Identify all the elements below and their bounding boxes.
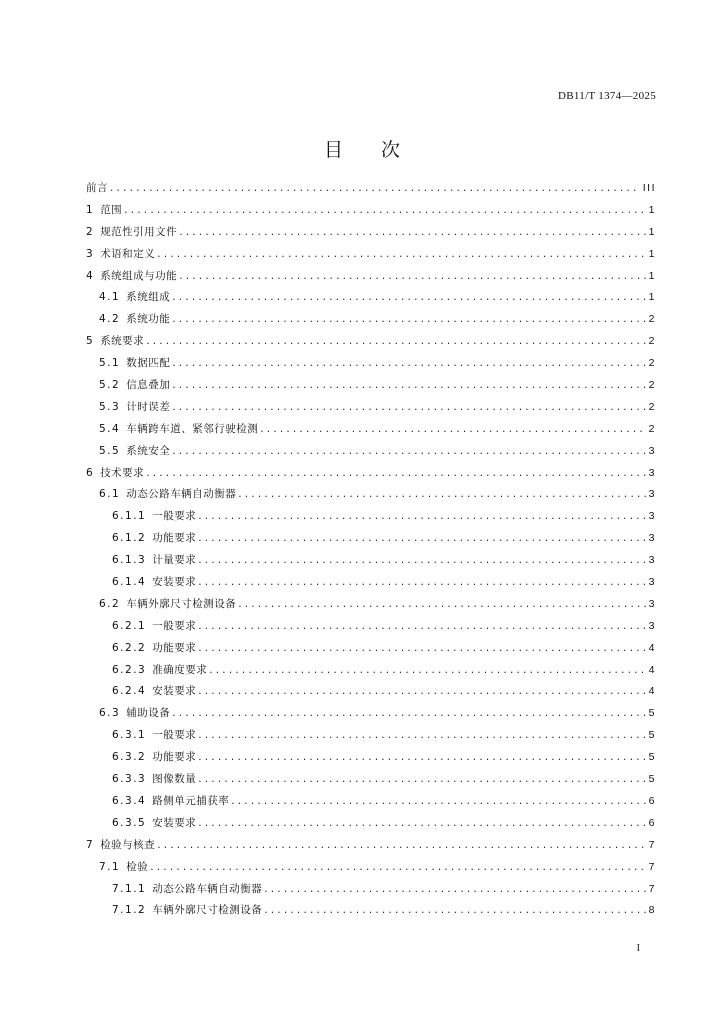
toc-entry-label: 一般要求 [152, 510, 197, 523]
toc-entry-label: 路侧单元捕获率 [152, 794, 230, 807]
toc-dot-leader [264, 883, 645, 895]
toc-entry[interactable] [86, 859, 656, 881]
toc-entry-number: 5.4 [99, 422, 121, 435]
toc-entry[interactable] [86, 246, 656, 268]
toc-entry-page: 3 [648, 444, 656, 457]
toc-entry-label: 安装要求 [152, 816, 197, 829]
toc-entry-page: III [642, 182, 656, 194]
toc-entry[interactable] [86, 443, 656, 465]
toc-entry[interactable] [86, 399, 656, 421]
toc-dot-leader [157, 248, 645, 260]
toc-entry-number: 6.3 [99, 707, 121, 720]
toc-entry[interactable] [86, 793, 656, 815]
toc-dot-leader [209, 664, 645, 676]
toc-entry[interactable] [86, 662, 656, 684]
toc-entry-label: 动态公路车辆自动衡器 [152, 882, 263, 895]
toc-entry-page: 3 [648, 619, 656, 632]
toc-entry-page: 3 [648, 597, 656, 610]
toc-entry[interactable] [86, 837, 656, 859]
toc-entry[interactable] [86, 727, 656, 749]
toc-entry-number: 6.1 [99, 488, 121, 501]
toc-entry-label: 检验 [126, 860, 149, 873]
toc-entry[interactable] [86, 333, 656, 355]
toc-dot-leader [260, 423, 645, 435]
toc-entry-page: 2 [648, 335, 656, 348]
toc-entry-label: 功能要求 [152, 641, 197, 654]
toc-entry-number: 6.1.2 [112, 532, 147, 545]
toc-entry-page: 4 [648, 685, 656, 698]
toc-entry-number: 6.2.2 [112, 641, 147, 654]
toc-entry-page: 2 [648, 422, 656, 435]
toc-dot-leader [198, 751, 645, 763]
toc-entry-label: 术语和定义 [100, 247, 156, 260]
toc-entry[interactable] [86, 640, 656, 662]
toc-entry[interactable] [86, 202, 656, 224]
toc-dot-leader [198, 642, 645, 654]
toc-entry-number: 6.2.4 [112, 685, 147, 698]
toc-entry[interactable] [86, 771, 656, 793]
table-of-contents [86, 180, 656, 924]
toc-entry-number: 6.3.1 [112, 729, 147, 742]
toc-entry-label: 前言 [86, 182, 108, 194]
toc-entry-label: 安装要求 [152, 576, 197, 589]
toc-entry-number: 7.1.1 [112, 882, 147, 895]
toc-entry-label: 检验与核查 [100, 838, 156, 851]
toc-entry[interactable] [86, 486, 656, 508]
toc-entry-number: 6.3.2 [112, 751, 147, 764]
toc-entry-number: 6.3.4 [112, 794, 147, 807]
toc-entry-number: 6.1.1 [112, 510, 147, 523]
toc-entry-label: 动态公路车辆自动衡器 [126, 488, 237, 501]
toc-dot-leader [264, 904, 645, 916]
toc-entry-number: 6.2.1 [112, 619, 147, 632]
toc-entry[interactable] [86, 311, 656, 333]
toc-dot-leader [172, 291, 645, 303]
toc-entry[interactable] [86, 465, 656, 487]
toc-dot-leader [198, 817, 645, 829]
toc-dot-leader [172, 445, 645, 457]
toc-entry-page: 2 [648, 400, 656, 413]
toc-entry-page: 3 [648, 532, 656, 545]
doc-code: DB11/T 1374—2025 [558, 90, 656, 102]
toc-entry-number: 4.1 [99, 291, 121, 304]
toc-dot-leader [172, 379, 645, 391]
toc-entry-number: 7.1.2 [112, 904, 147, 917]
toc-entry-page: 2 [648, 357, 656, 370]
toc-entry[interactable] [86, 705, 656, 727]
toc-entry[interactable] [86, 881, 656, 903]
toc-entry-number: 6.1.4 [112, 576, 147, 589]
toc-entry[interactable] [86, 421, 656, 443]
toc-entry[interactable] [86, 530, 656, 552]
toc-entry-number: 5.3 [99, 400, 121, 413]
toc-entry-page: 2 [648, 379, 656, 392]
toc-dot-leader [238, 598, 645, 610]
toc-entry-page: 3 [648, 554, 656, 567]
toc-entry-number: 5.5 [99, 444, 121, 457]
toc-entry-label: 安装要求 [152, 685, 197, 698]
toc-entry-label: 准确度要求 [152, 663, 208, 676]
toc-dot-leader [198, 729, 645, 741]
toc-entry-label: 车辆外廓尺寸检测设备 [152, 904, 263, 917]
toc-entry-page: 8 [648, 904, 656, 917]
toc-entry-page: 1 [648, 291, 656, 304]
toc-entry[interactable] [86, 508, 656, 530]
toc-entry-number: 3 [86, 247, 95, 260]
toc-entry-page: 4 [648, 663, 656, 676]
toc-entry-label: 图像数量 [152, 773, 197, 786]
toc-entry-page: 7 [648, 860, 656, 873]
toc-entry-label: 系统功能 [126, 313, 171, 326]
toc-entry-page: 3 [648, 488, 656, 501]
toc-entry-number: 2 [86, 225, 95, 238]
toc-entry-label: 数据匹配 [126, 357, 171, 370]
toc-entry-number: 7 [86, 838, 95, 851]
toc-entry-page: 3 [648, 466, 656, 479]
toc-dot-leader [172, 401, 645, 413]
toc-entry[interactable] [86, 355, 656, 377]
toc-entry-number: 4.2 [99, 313, 121, 326]
toc-entry-number: 1 [86, 203, 95, 216]
toc-entry-page: 1 [648, 269, 656, 282]
page-number: I [636, 943, 640, 954]
toc-entry-page: 2 [648, 313, 656, 326]
toc-dot-leader [231, 795, 645, 807]
toc-dot-leader [124, 204, 645, 216]
toc-entry-page: 1 [648, 203, 656, 216]
toc-dot-leader [198, 510, 645, 522]
toc-entry-number: 6.2 [99, 597, 121, 610]
toc-entry-label: 规范性引用文件 [100, 225, 178, 238]
toc-dot-leader [198, 773, 645, 785]
toc-entry-page: 7 [648, 882, 656, 895]
toc-entry[interactable] [86, 552, 656, 574]
toc-dot-leader [198, 620, 645, 632]
toc-entry-number: 6.3.3 [112, 773, 147, 786]
toc-dot-leader [172, 357, 645, 369]
toc-entry-label: 一般要求 [152, 729, 197, 742]
toc-entry-number: 7.1 [99, 860, 121, 873]
toc-entry-page: 1 [648, 225, 656, 238]
toc-entry-number: 6 [86, 466, 95, 479]
toc-entry-number: 5.2 [99, 379, 121, 392]
toc-dot-leader [238, 488, 645, 500]
toc-entry-number: 4 [86, 269, 95, 282]
toc-entry[interactable] [86, 902, 656, 924]
toc-entry[interactable] [86, 574, 656, 596]
toc-entry-label: 系统组成与功能 [100, 269, 178, 282]
toc-dot-leader [198, 554, 645, 566]
toc-dot-leader [172, 707, 645, 719]
toc-entry-label: 计时误差 [126, 400, 171, 413]
toc-entry-label: 系统组成 [126, 291, 171, 304]
toc-entry-label: 一般要求 [152, 619, 197, 632]
toc-entry-page: 5 [648, 773, 656, 786]
toc-dot-leader [198, 532, 645, 544]
toc-dot-leader [198, 576, 645, 588]
toc-entry[interactable] [86, 377, 656, 399]
toc-entry[interactable] [86, 815, 656, 837]
toc-entry-page: 6 [648, 816, 656, 829]
toc-entry[interactable] [86, 224, 656, 246]
toc-entry-label: 车辆跨车道、紧邻行驶检测 [126, 422, 259, 435]
toc-entry[interactable] [86, 289, 656, 311]
toc-entry-label: 范围 [100, 203, 123, 216]
toc-dot-leader [198, 685, 645, 697]
page-title: 目次 [323, 138, 438, 161]
toc-entry-label: 车辆外廓尺寸检测设备 [126, 597, 237, 610]
toc-entry[interactable] [86, 180, 656, 202]
toc-dot-leader [150, 861, 645, 873]
toc-entry[interactable] [86, 596, 656, 618]
toc-entry-page: 3 [648, 510, 656, 523]
toc-dot-leader [146, 467, 645, 479]
toc-entry[interactable] [86, 683, 656, 705]
toc-dot-leader [146, 335, 645, 347]
toc-entry-page: 6 [648, 794, 656, 807]
toc-entry-label: 技术要求 [100, 466, 145, 479]
toc-entry-page: 3 [648, 576, 656, 589]
toc-dot-leader [179, 270, 645, 282]
toc-entry-page: 1 [648, 247, 656, 260]
toc-entry-page: 5 [648, 751, 656, 764]
toc-entry-number: 6.2.3 [112, 663, 147, 676]
toc-dot-leader [157, 839, 645, 851]
toc-entry-page: 5 [648, 707, 656, 720]
toc-entry[interactable] [86, 618, 656, 640]
toc-entry-label: 信息叠加 [126, 379, 171, 392]
toc-entry-label: 功能要求 [152, 751, 197, 764]
toc-entry-label: 系统要求 [100, 335, 145, 348]
toc-entry-label: 系统安全 [126, 444, 171, 457]
toc-entry-number: 5.1 [99, 357, 121, 370]
toc-dot-leader [110, 182, 640, 194]
toc-entry-number: 6.1.3 [112, 554, 147, 567]
toc-entry[interactable] [86, 749, 656, 771]
toc-entry-number: 6.3.5 [112, 816, 147, 829]
toc-dot-leader [172, 313, 645, 325]
toc-entry[interactable] [86, 268, 656, 290]
toc-entry-label: 辅助设备 [126, 707, 171, 720]
toc-entry-label: 功能要求 [152, 532, 197, 545]
toc-entry-page: 5 [648, 729, 656, 742]
toc-entry-number: 5 [86, 335, 95, 348]
toc-dot-leader [179, 226, 645, 238]
toc-entry-page: 4 [648, 641, 656, 654]
toc-entry-label: 计量要求 [152, 554, 197, 567]
toc-entry-page: 7 [648, 838, 656, 851]
